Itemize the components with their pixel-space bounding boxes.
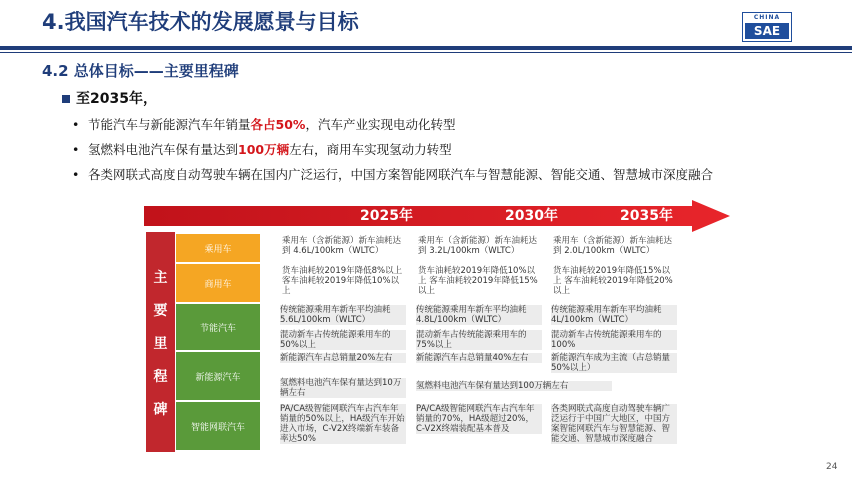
year-2035: 2035年 — [620, 208, 673, 224]
cell-r1-2025: 货车油耗较2019年降低8%以上 客车油耗较2019年降低10%以上 — [282, 266, 403, 296]
category-new-energy: 新能源汽车 — [176, 352, 260, 400]
cell-r2-2035: 传统能源乘用车新车平均油耗4L/100km（WLTC） — [551, 305, 677, 325]
cell-r4-2035: 新能源汽车成为主流（占总销量50%以上） — [551, 353, 677, 373]
category-energy-saving: 节能汽车 — [176, 304, 260, 350]
cell-r6-2030: PA/CA级智能网联汽车占汽车年销量的70%，HA级超过20%，C-V2X终端装配基本普及 — [416, 404, 542, 434]
section-subtitle: 4.2 总体目标——主要里程碑 — [42, 62, 239, 80]
cell-r3-2025: 混动新车占传统能源乘用车的50%以上 — [280, 330, 406, 350]
cell-r6-2025: PA/CA级智能网联汽车占汽车年销量的50%以上，HA级汽车开始进入市场，C-V2X终端新车装备率达50% — [280, 404, 405, 444]
milestones-side-label: 主 要 里 程 碑 — [146, 232, 175, 452]
cell-r4-2030: 新能源汽车占总销量40%左右 — [416, 353, 542, 363]
bullet-item: • 氢燃料电池汽车保有量达到100万辆左右，商用车实现氢动力转型 — [72, 142, 452, 157]
bullet-item: • 各类网联式高度自动驾驶车辆在国内广泛运行，中国方案智能网联汽车与智慧能源、智能交通、智慧城市深度融合 — [72, 167, 714, 182]
cell-r0-2035: 乘用车（含新能源）新车油耗达到 2.0L/100km（WLTC） — [553, 236, 673, 256]
cell-r5-2030: 氢燃料电池汽车保有量达到100万辆左右 — [416, 381, 612, 391]
cell-r1-2030: 货车油耗较2019年降低10%以上 客车油耗较2019年降低15%以上 — [418, 266, 538, 296]
lead-text: 至2035年， — [76, 91, 157, 107]
cell-r0-2025: 乘用车（含新能源）新车油耗达到 4.6L/100km（WLTC） — [282, 236, 402, 256]
cell-r1-2035: 货车油耗较2019年降低15%以上 客车油耗较2019年降低20%以上 — [553, 266, 673, 296]
cell-r2-2025: 传统能源乘用车新车平均油耗5.6L/100km（WLTC） — [280, 305, 406, 325]
square-bullet-icon — [62, 95, 70, 103]
category-intelligent-connected: 智能网联汽车 — [176, 402, 260, 450]
year-2025: 2025年 — [360, 208, 413, 224]
china-sae-logo — [742, 12, 792, 42]
cell-r0-2030: 乘用车（含新能源）新车油耗达到 3.2L/100km（WLTC） — [418, 236, 538, 256]
logo-bottom-text: SAE — [745, 23, 789, 39]
cell-r5-2025: 氢燃料电池汽车保有量达到10万辆左右 — [280, 378, 406, 398]
year-2030: 2030年 — [505, 208, 558, 224]
header-divider-thin — [0, 52, 852, 53]
cell-r2-2030: 传统能源乘用车新车平均油耗4.8L/100km（WLTC） — [416, 305, 542, 325]
header-divider — [0, 46, 852, 50]
page-title: 4.我国汽车技术的发展愿景与目标 — [42, 10, 359, 34]
cell-r3-2030: 混动新车占传统能源乘用车的75%以上 — [416, 330, 542, 350]
page-number: 24 — [826, 462, 838, 472]
cell-r4-2025: 新能源汽车占总销量20%左右 — [280, 353, 406, 363]
category-commercial: 商用车 — [176, 264, 260, 302]
logo-top-text: CHINA — [753, 14, 781, 21]
bullet-item: • 节能汽车与新能源汽车年销量各占50%，汽车产业实现电动化转型 — [72, 117, 456, 132]
category-passenger: 乘用车 — [176, 234, 260, 262]
cell-r3-2035: 混动新车占传统能源乘用车的100% — [551, 330, 677, 350]
cell-r6-2035: 各类网联式高度自动驾驶车辆广泛运行于中国广大地区，中国方案智能网联汽车与智慧能源、智能交通、智慧城市深度融合 — [551, 404, 677, 444]
